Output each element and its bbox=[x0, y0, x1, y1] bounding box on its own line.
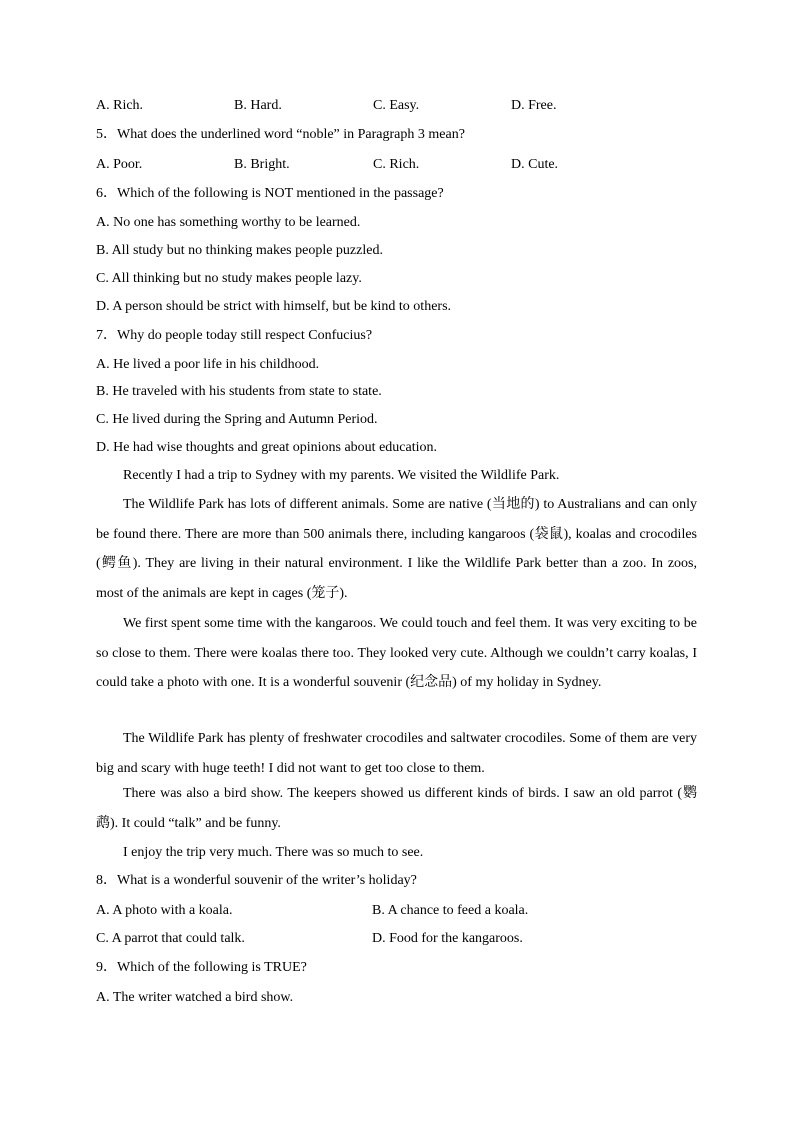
question-9-stem: 9．Which of the following is TRUE? bbox=[96, 960, 307, 975]
question-7-option-a: A. He lived a poor life in his childhood. bbox=[96, 357, 320, 372]
question-7-option-c: C. He lived during the Spring and Autumn Period. bbox=[96, 412, 378, 427]
option-b: B. Bright. bbox=[234, 157, 290, 172]
question-6-option-d: D. A person should be strict with himself, but be kind to others. bbox=[96, 299, 452, 314]
passage-paragraph: There was also a bird show. The keepers showed us different kinds of birds. I saw an old parrot (鹦鹉). It could “talk” and be funny. bbox=[96, 786, 697, 831]
question-6-option-b: B. All study but no thinking makes people puzzled. bbox=[96, 243, 383, 258]
option-a: A. Rich. bbox=[96, 98, 144, 113]
passage-paragraph: The Wildlife Park has lots of different animals. Some are native (当地的) to Australians and can only be found there. There are more than 500 animals there, including kangaroos (袋鼠), koalas and crocodiles (鳄鱼). They are living in their natural environment. I like the Wildlife Park better than a zoo. In zoos, most of the animals are kept in cages (笼子). bbox=[96, 497, 697, 601]
option-d: D. Free. bbox=[511, 98, 557, 113]
question-8-option-a: A. A photo with a koala. bbox=[96, 903, 233, 918]
question-5-options bbox=[96, 156, 698, 174]
question-4-options bbox=[96, 97, 698, 115]
option-b: B. Hard. bbox=[234, 98, 282, 113]
question-8-option-d: D. Food for the kangaroos. bbox=[372, 931, 523, 946]
question-8-stem: 8．What is a wonderful souvenir of the writer’s holiday? bbox=[96, 873, 417, 888]
question-7-option-b: B. He traveled with his students from state to state. bbox=[96, 384, 382, 399]
question-9-option-a: A. The writer watched a bird show. bbox=[96, 990, 294, 1005]
question-7-option-d: D. He had wise thoughts and great opinions about education. bbox=[96, 440, 437, 455]
passage-paragraph: We first spent some time with the kangaroos. We could touch and feel them. It was very exciting to be so close to them. There were koalas there too. They looked very cute. Although we couldn’t carry koalas, I could take a photo with one. It is a wonderful souvenir (纪念品) of my holiday in Sydney. bbox=[96, 616, 697, 691]
question-6-stem: 6．Which of the following is NOT mentioned in the passage? bbox=[96, 186, 444, 201]
question-6-option-a: A. No one has something worthy to be learned. bbox=[96, 215, 361, 230]
question-8-option-c: C. A parrot that could talk. bbox=[96, 931, 245, 946]
option-c: C. Rich. bbox=[373, 157, 420, 172]
passage-paragraph: I enjoy the trip very much. There was so much to see. bbox=[123, 845, 424, 860]
option-d: D. Cute. bbox=[511, 157, 559, 172]
question-8-option-b: B. A chance to feed a koala. bbox=[372, 903, 529, 918]
passage-paragraph: The Wildlife Park has plenty of freshwater crocodiles and saltwater crocodiles. Some of them are very big and scary with huge teeth! I did not want to get too close to them. bbox=[96, 731, 697, 776]
question-5-stem: 5．What does the underlined word “noble” in Paragraph 3 mean? bbox=[96, 127, 465, 142]
option-a: A. Poor. bbox=[96, 157, 143, 172]
question-7-stem: 7．Why do people today still respect Confucius? bbox=[96, 328, 373, 343]
option-c: C. Easy. bbox=[373, 98, 420, 113]
passage-paragraph: Recently I had a trip to Sydney with my parents. We visited the Wildlife Park. bbox=[123, 468, 560, 483]
question-6-option-c: C. All thinking but no study makes people lazy. bbox=[96, 271, 362, 286]
